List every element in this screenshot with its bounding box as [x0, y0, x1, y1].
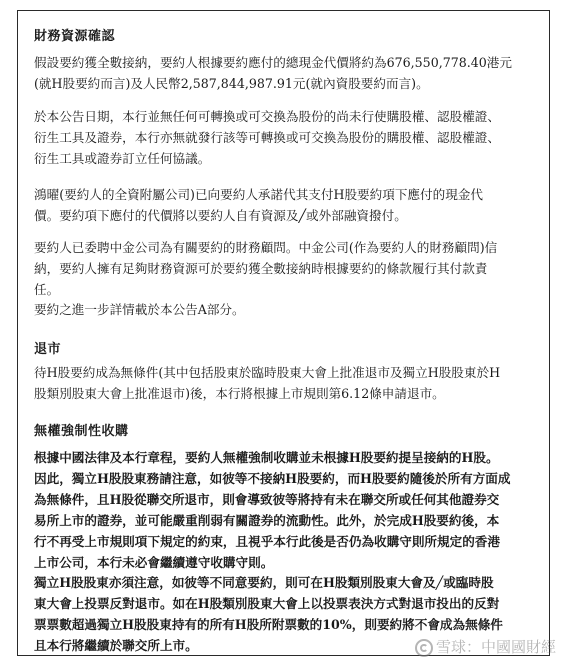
heading-no-compulsory-acquisition: 無權強制性收購: [34, 424, 129, 439]
text-line: 鴻曜(要約人的全資附屬公司)已向要約人承諾代其支付H股要約項下應付的現金代: [34, 187, 483, 202]
text-line: 於本公告日期，本行並無任何可轉換或可交換為股份的尚未行使購股權、認股權證、: [34, 109, 500, 124]
paragraph-further-details: [34, 299, 534, 320]
announcement-page: [17, 10, 550, 656]
heading-financial-resources: 財務資源確認: [34, 29, 116, 44]
text-line: 且本行將繼續於聯交所上市。: [34, 638, 198, 653]
paragraph-compulsory-acquisition: [34, 447, 534, 573]
text-line: 票票數超過獨立H股股東持有的所有H股所附票數的10%，則要約將不會成為無條件: [34, 617, 503, 632]
paragraph-total-consideration: [34, 52, 534, 94]
text-line: 待H股要約成為無條件(其中包括股東於臨時股東大會上批准退市及獨立H股股東於H: [34, 365, 501, 380]
text-line: 東大會上投票反對退市。如在H股類別股東大會上以投票表決方式對退市投出的反對: [34, 596, 500, 611]
watermark-text: 雪球：中國國財經: [435, 638, 556, 656]
paragraph-outstanding-securities: [34, 106, 534, 169]
text-line: 獨立H股股東亦須注意，如彼等不同意要約，則可在H股類別股東大會及╱或臨時股: [34, 575, 494, 590]
watermark: [415, 636, 556, 657]
text-line: 納，要約人擁有足夠財務資源可於要約獲全數接納時根據要約的條款履行其付款責: [34, 261, 488, 276]
text-line: 根據中國法律及本行章程，要約人無權強制收購並未根據H股要約提呈接納的H股。: [34, 450, 499, 465]
paragraph-financial-adviser: [34, 237, 534, 300]
text-line: 股類別股東大會上批准退市)後，本行將根據上市規則第6.12條申請退市。: [34, 386, 445, 401]
text-line: 上市公司，本行未必會繼續遵守收購守則。: [34, 555, 274, 570]
text-line: (就H股要約而言)及人民幣2,587,844,987.91元(就內資股要約而言)。: [34, 76, 429, 91]
paragraph-funding-undertaking: [34, 184, 534, 226]
text-line: 要約之進一步詳情載於本公告A部分。: [34, 302, 245, 317]
text-line: 任。: [34, 282, 60, 297]
text-line: 衍生工具或證券訂立任何協議。: [34, 151, 211, 166]
text-line: 假設要約獲全數接納，要約人根據要約應付的總現金代價將約為676,550,778.40港元: [34, 55, 512, 70]
text-line: 行不再受上市規則項下規定的約束，且視乎本行此後是否仍為收購守則所規定的香港: [34, 534, 500, 549]
text-line: 因此，獨立H股股東務請注意，如彼等不接納H股要約，而H股要約隨後於所有方面成: [34, 471, 511, 486]
text-line: 價。要約項下應付的代價將以要約人自有資源及╱或外部融資撥付。: [34, 208, 407, 223]
paragraph-delisting: [34, 362, 534, 404]
text-line: 要約人已委聘中金公司為有關要約的財務顧問。中金公司(作為要約人的財務顧問)信: [34, 240, 498, 255]
text-line: 衍生工具及證券，本行亦無就發行該等可轉換或可交換為股份的購股權、認股權證、: [34, 130, 500, 145]
heading-delisting: 退市: [34, 342, 62, 357]
xueqiu-logo-icon: [415, 639, 433, 657]
text-line: 易所上市的證券，並可能嚴重削弱有關證券的流動性。此外，於完成H股要約後，本: [34, 513, 500, 528]
text-line: 為無條件，且H股從聯交所退市，則會導致彼等將持有未在聯交所或任何其他證券交: [34, 492, 500, 507]
